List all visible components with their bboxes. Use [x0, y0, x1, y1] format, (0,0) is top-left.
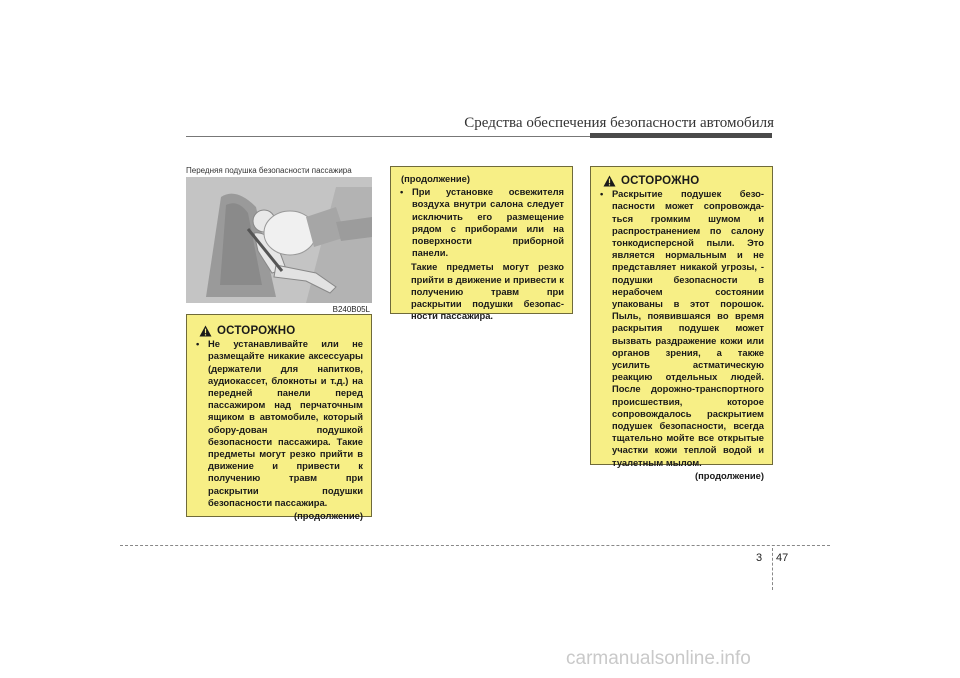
- continued-label: (продолжение): [401, 173, 471, 184]
- airbag-illustration: [186, 177, 372, 303]
- footer-rule: [120, 545, 830, 546]
- warning-box-middle: [390, 166, 573, 322]
- warning-text: Раскрытие подушек безо-пасности может сопровожда-ться громким шумом и распространением по салону тонкодисперсной пыли. Это является нормальным и не представляет никакой угрозы, - подушки безопасности в нерабочем состоянии упакованы в этот порошок. Пыль, появившаяся во время раскрытия подушек может вызвать раздражение кожи или органов зрения, а также усилить астматическую реакцию отдельных людей. После дорожно-транспортного происшествия, которое сопровождалось раскрытием подушек безопасности, всегда тщательно мойте все открытые участки кожи теплой водой и туалетным мылом.: [612, 188, 764, 468]
- bullet-dot: •: [196, 338, 200, 350]
- bullet-dot: •: [600, 188, 604, 200]
- warning-heading-label: ОСТОРОЖНО: [621, 175, 700, 187]
- section-title: Средства обеспечения безопасности автомобиля: [464, 115, 774, 131]
- footer-divider: [772, 548, 773, 590]
- warning-box-right: [590, 166, 773, 481]
- continued-label: (продолжение): [293, 510, 363, 522]
- warning-triangle-icon: [603, 175, 616, 187]
- figure-code: B240B05L: [332, 305, 370, 314]
- continued-label: (продолжение): [694, 469, 764, 481]
- warning-heading: [199, 325, 363, 337]
- watermark: carmanualsonline.info: [566, 648, 751, 669]
- warning-triangle-icon: [199, 325, 212, 337]
- page-number: 47: [776, 552, 789, 564]
- warning-text: При установке освежителя воздуха внутри салона следует исключить его размещение рядом с приборами или на поверхности приборной панели.: [412, 186, 564, 259]
- figure-caption: Передняя подушка безопасности пассажира: [186, 166, 352, 175]
- warning-paragraph: Такие предметы могут резко прийти в движение и привести к получению травм при раскрытии подушки безопас-ности пассажира.: [411, 261, 564, 322]
- chapter-number: 3: [756, 552, 763, 564]
- bullet-dot: •: [400, 186, 404, 198]
- header-rule-accent: [590, 133, 772, 138]
- warning-box-left: [186, 314, 372, 522]
- warning-heading-label: ОСТОРОЖНО: [217, 325, 296, 337]
- airbag-figure: [186, 166, 372, 314]
- warning-heading: [603, 175, 764, 187]
- passenger-airbag-icon: [186, 177, 372, 303]
- warning-text: Не устанавливайте или не размещайте никакие аксессуары (держатели для напитков, аудиокассет, блокноты и т.д.) на передней панели перед пассажиром над перчаточным ящиком в автомобиле, который обору-дован подушкой безопасности пассажира. Такие предметы могут резко прийти в движение и привести к получению травм при раскрытии подушки безопасности пассажира.: [208, 338, 363, 508]
